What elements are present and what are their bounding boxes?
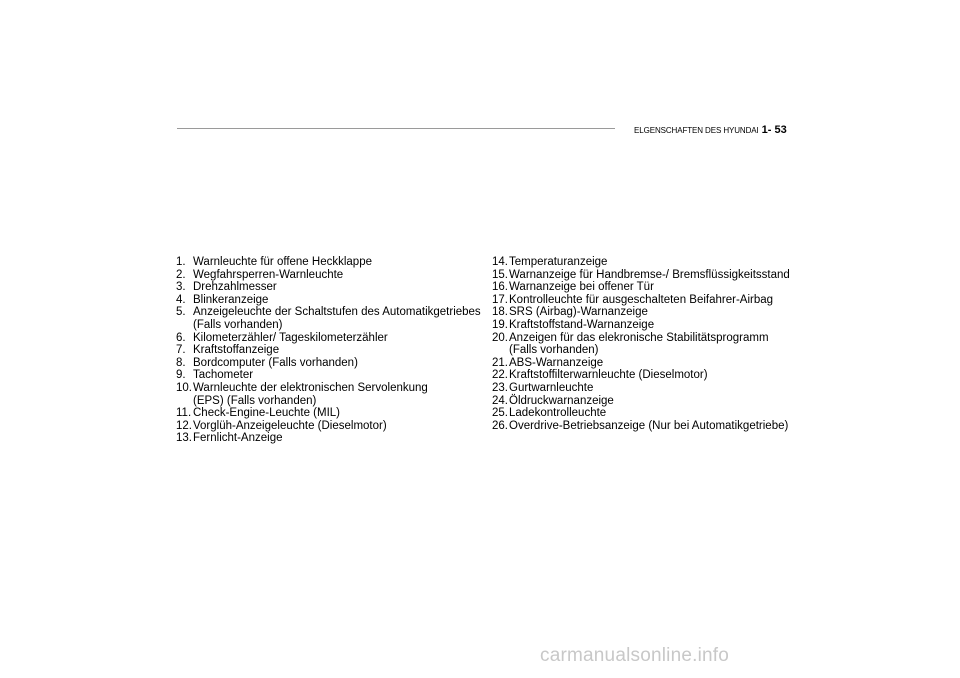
legend-item-text: (Falls vorhanden) (509, 344, 599, 357)
legend-item (492, 269, 792, 282)
legend-list-right (492, 256, 792, 432)
legend-item-number: 10. (176, 381, 192, 394)
legend-item-number: 5. (176, 306, 186, 319)
legend-item-number: 18. (492, 306, 508, 319)
legend-item (492, 395, 792, 408)
legend-item-number: 1. (176, 256, 186, 268)
legend-item-text: Ladekontrolleuchte (509, 407, 607, 420)
legend-item-number: 6. (176, 331, 186, 344)
legend-item-number: 21. (492, 356, 508, 369)
legend-item-number: 3. (176, 281, 186, 294)
legend-item-text: SRS (Airbag)-Warnanzeige (509, 306, 648, 319)
legend-item-text: Warnleuchte für offene Heckklappe (193, 256, 372, 268)
legend-item-text: Warnanzeige bei offener Tür (509, 281, 654, 294)
page-number: 1- 53 (761, 124, 787, 136)
legend-item-text: Vorglüh-Anzeigeleuchte (Dieselmotor) (193, 419, 387, 432)
legend-item (176, 357, 476, 370)
legend-item-number: 7. (176, 344, 186, 357)
legend-item-text: Temperaturanzeige (509, 256, 608, 268)
legend-item-number: 17. (492, 293, 508, 306)
page-header (634, 123, 787, 137)
legend-item-text: Blinkeranzeige (193, 293, 269, 306)
legend-item-number: 24. (492, 394, 508, 407)
legend-item-number: 13. (176, 432, 192, 445)
legend-item-text: ABS-Warnanzeige (509, 356, 604, 369)
legend-item (176, 407, 476, 420)
header-rule (177, 128, 615, 129)
legend-item-number: 2. (176, 268, 186, 281)
legend-item-text: (Falls vorhanden) (193, 318, 283, 331)
watermark: carmanualsonline.info (540, 645, 730, 666)
legend-item-text: Kraftstoffstand-Warnanzeige (509, 318, 655, 331)
legend-item (492, 256, 792, 269)
legend-item-text: Bordcomputer (Falls vorhanden) (193, 356, 358, 369)
legend-item (492, 382, 792, 395)
legend-item (492, 420, 792, 433)
legend-item-text: Tachometer (193, 369, 254, 382)
legend-item-text: Wegfahrsperren-Warnleuchte (193, 268, 344, 281)
legend-item (492, 281, 792, 294)
section-title: ELGENSCHAFTEN DES HYUNDAI (634, 126, 759, 135)
legend-item-number: 16. (492, 281, 508, 294)
legend-item (492, 357, 792, 370)
legend-item-number: 22. (492, 369, 508, 382)
legend-item-text: Warnanzeige für Handbremse-/ Bremsflüssigkeitsstand (509, 268, 790, 281)
legend-item-text: Kontrolleuchte für ausgeschalteten Beifahrer-Airbag (509, 293, 774, 306)
legend-item-text: Check-Engine-Leuchte (MIL) (193, 407, 341, 420)
legend-item-number: 4. (176, 293, 186, 306)
legend-item-text: Warnleuchte der elektronischen Servolenkung (193, 381, 428, 394)
legend-item (176, 344, 476, 357)
legend-item-number: 8. (176, 356, 186, 369)
legend-item-text: Kraftstoffilterwarnleuchte (Dieselmotor) (509, 369, 708, 382)
legend-item (176, 269, 476, 282)
legend-item (176, 369, 476, 382)
legend-item-number: 14. (492, 256, 508, 268)
legend-item (492, 407, 792, 420)
legend-item-text: Kraftstoffanzeige (193, 344, 280, 357)
legend-item-text: Anzeigen für das elekronische Stabilitätsprogramm (509, 331, 769, 344)
legend-item (176, 432, 476, 445)
legend-item-text: (EPS) (Falls vorhanden) (193, 394, 317, 407)
legend-item (176, 294, 476, 307)
legend-item-number: 11. (176, 407, 192, 420)
legend-item (492, 319, 792, 332)
legend-item (176, 281, 476, 294)
legend-item-number: 12. (176, 419, 192, 432)
legend-item-text: Öldruckwarnanzeige (509, 394, 614, 407)
legend-item-number: 26. (492, 419, 508, 432)
legend-item-text: Kilometerzähler/ Tageskilometerzähler (193, 331, 388, 344)
legend-item-text: Gurtwarnleuchte (509, 381, 594, 394)
legend-item-number: 19. (492, 318, 508, 331)
legend-item (492, 306, 792, 319)
legend-list-left (176, 256, 481, 445)
legend-item (492, 332, 792, 357)
legend-item-number: 23. (492, 381, 508, 394)
legend-item-number: 9. (176, 369, 186, 382)
legend-item (176, 382, 476, 407)
legend-item (176, 332, 476, 345)
legend-item (176, 256, 476, 269)
legend-item (176, 306, 481, 331)
legend-item-text: Overdrive-Betriebsanzeige (Nur bei Automatikgetriebe) (509, 419, 789, 432)
legend-item-number: 25. (492, 407, 508, 420)
legend-item (492, 369, 792, 382)
legend-item-text: Anzeigeleuchte der Schaltstufen des Automatikgetriebes (193, 306, 481, 319)
legend-item-number: 15. (492, 268, 508, 281)
legend-item (492, 294, 792, 307)
legend-item (176, 420, 476, 433)
legend-item-text: Fernlicht-Anzeige (193, 432, 283, 445)
legend-item-text: Drehzahlmesser (193, 281, 277, 294)
legend-item-number: 20. (492, 331, 508, 344)
